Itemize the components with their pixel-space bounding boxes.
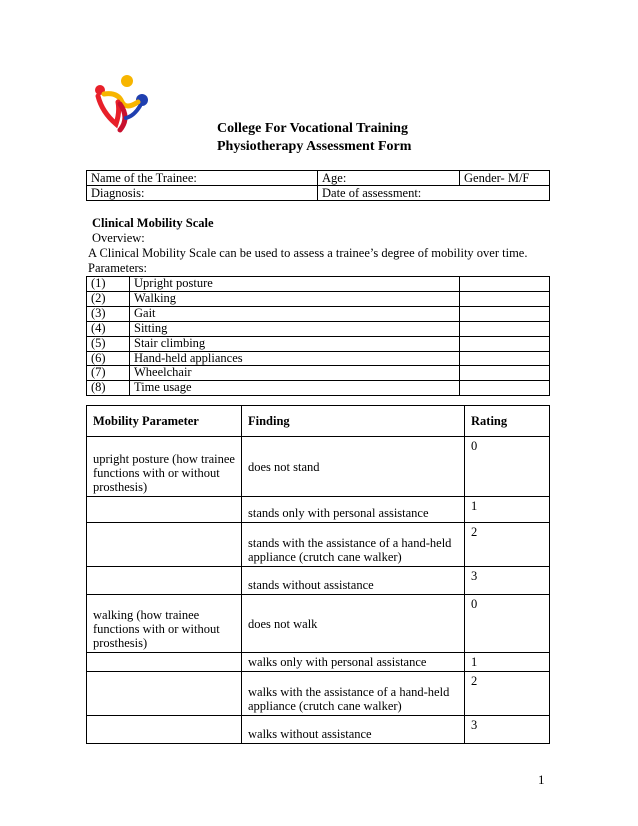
col-header-finding: Finding <box>242 406 465 437</box>
rating-cell[interactable]: 3 <box>465 567 550 595</box>
parameters-table <box>86 276 550 396</box>
table-row <box>87 595 550 653</box>
rating-cell[interactable]: 2 <box>465 672 550 716</box>
parameter-label: Upright posture <box>130 277 460 292</box>
finding-cell: stands without assistance <box>242 567 465 595</box>
mobility-parameter-cell <box>87 653 242 672</box>
rating-cell[interactable]: 1 <box>465 653 550 672</box>
trainee-name-field[interactable]: Name of the Trainee: <box>87 171 318 186</box>
trainee-info-table <box>86 170 550 201</box>
mobility-parameter-cell <box>87 716 242 744</box>
parameter-number: (2) <box>87 291 130 306</box>
table-row <box>87 523 550 567</box>
parameter-number: (6) <box>87 351 130 366</box>
form-title <box>217 120 411 156</box>
finding-cell: walks without assistance <box>242 716 465 744</box>
finding-cell: walks only with personal assistance <box>242 653 465 672</box>
rating-cell[interactable]: 2 <box>465 523 550 567</box>
finding-cell: stands with the assistance of a hand-held appliance (crutch cane walker) <box>242 523 465 567</box>
table-row <box>87 497 550 523</box>
mobility-parameter-cell <box>87 497 242 523</box>
parameter-value-cell[interactable] <box>460 351 550 366</box>
parameter-row <box>87 336 550 351</box>
col-header-rating: Rating <box>465 406 550 437</box>
rating-cell[interactable]: 3 <box>465 716 550 744</box>
mobility-parameter-cell <box>87 672 242 716</box>
parameter-row <box>87 366 550 381</box>
table-row <box>87 567 550 595</box>
parameter-row <box>87 351 550 366</box>
parameter-label: Sitting <box>130 321 460 336</box>
mobility-parameter-cell <box>87 567 242 595</box>
table-row <box>87 437 550 497</box>
col-header-parameter: Mobility Parameter <box>87 406 242 437</box>
mobility-parameter-cell: walking (how trainee functions with or without prosthesis) <box>87 595 242 653</box>
parameter-value-cell[interactable] <box>460 336 550 351</box>
parameter-number: (4) <box>87 321 130 336</box>
overview-label: Overview: <box>92 231 145 245</box>
table-row <box>87 653 550 672</box>
parameter-value-cell[interactable] <box>460 306 550 321</box>
parameter-value-cell[interactable] <box>460 381 550 396</box>
rating-cell[interactable]: 0 <box>465 595 550 653</box>
mobility-parameter-cell: upright posture (how trainee functions with or without prosthesis) <box>87 437 242 497</box>
parameter-row <box>87 321 550 336</box>
finding-cell: does not stand <box>242 437 465 497</box>
parameter-row <box>87 291 550 306</box>
parameters-label: Parameters: <box>88 261 148 275</box>
parameter-label: Wheelchair <box>130 366 460 381</box>
mobility-table <box>86 405 550 744</box>
table-row <box>87 716 550 744</box>
finding-cell: does not walk <box>242 595 465 653</box>
gender-field[interactable]: Gender- M/F <box>460 171 550 186</box>
mobility-parameter-cell <box>87 523 242 567</box>
page-number: 1 <box>538 772 545 787</box>
parameter-value-cell[interactable] <box>460 366 550 381</box>
scale-section <box>88 216 528 276</box>
parameter-label: Walking <box>130 291 460 306</box>
rating-cell[interactable]: 0 <box>465 437 550 497</box>
parameter-value-cell[interactable] <box>460 291 550 306</box>
parameter-row <box>87 277 550 292</box>
parameter-label: Stair climbing <box>130 336 460 351</box>
finding-cell: stands only with personal assistance <box>242 497 465 523</box>
parameter-number: (5) <box>87 336 130 351</box>
parameter-label: Hand-held appliances <box>130 351 460 366</box>
form-name: Physiotherapy Assessment Form <box>217 139 412 154</box>
parameter-label: Time usage <box>130 381 460 396</box>
assessment-date-field[interactable]: Date of assessment: <box>318 186 550 201</box>
rating-cell[interactable]: 1 <box>465 497 550 523</box>
parameter-row <box>87 306 550 321</box>
table-row <box>87 672 550 716</box>
parameter-number: (3) <box>87 306 130 321</box>
parameter-value-cell[interactable] <box>460 277 550 292</box>
parameter-number: (1) <box>87 277 130 292</box>
parameter-number: (7) <box>87 366 130 381</box>
parameter-label: Gait <box>130 306 460 321</box>
finding-cell: walks with the assistance of a hand-held appliance (crutch cane walker) <box>242 672 465 716</box>
section-heading: Clinical Mobility Scale <box>92 216 214 230</box>
college-name: College For Vocational Training <box>217 121 408 136</box>
parameter-value-cell[interactable] <box>460 321 550 336</box>
age-field[interactable]: Age: <box>318 171 460 186</box>
overview-text: A Clinical Mobility Scale can be used to assess a trainee’s degree of mobility over time. <box>88 246 528 260</box>
college-logo <box>90 72 154 136</box>
parameter-number: (8) <box>87 381 130 396</box>
diagnosis-field[interactable]: Diagnosis: <box>87 186 318 201</box>
parameter-row <box>87 381 550 396</box>
